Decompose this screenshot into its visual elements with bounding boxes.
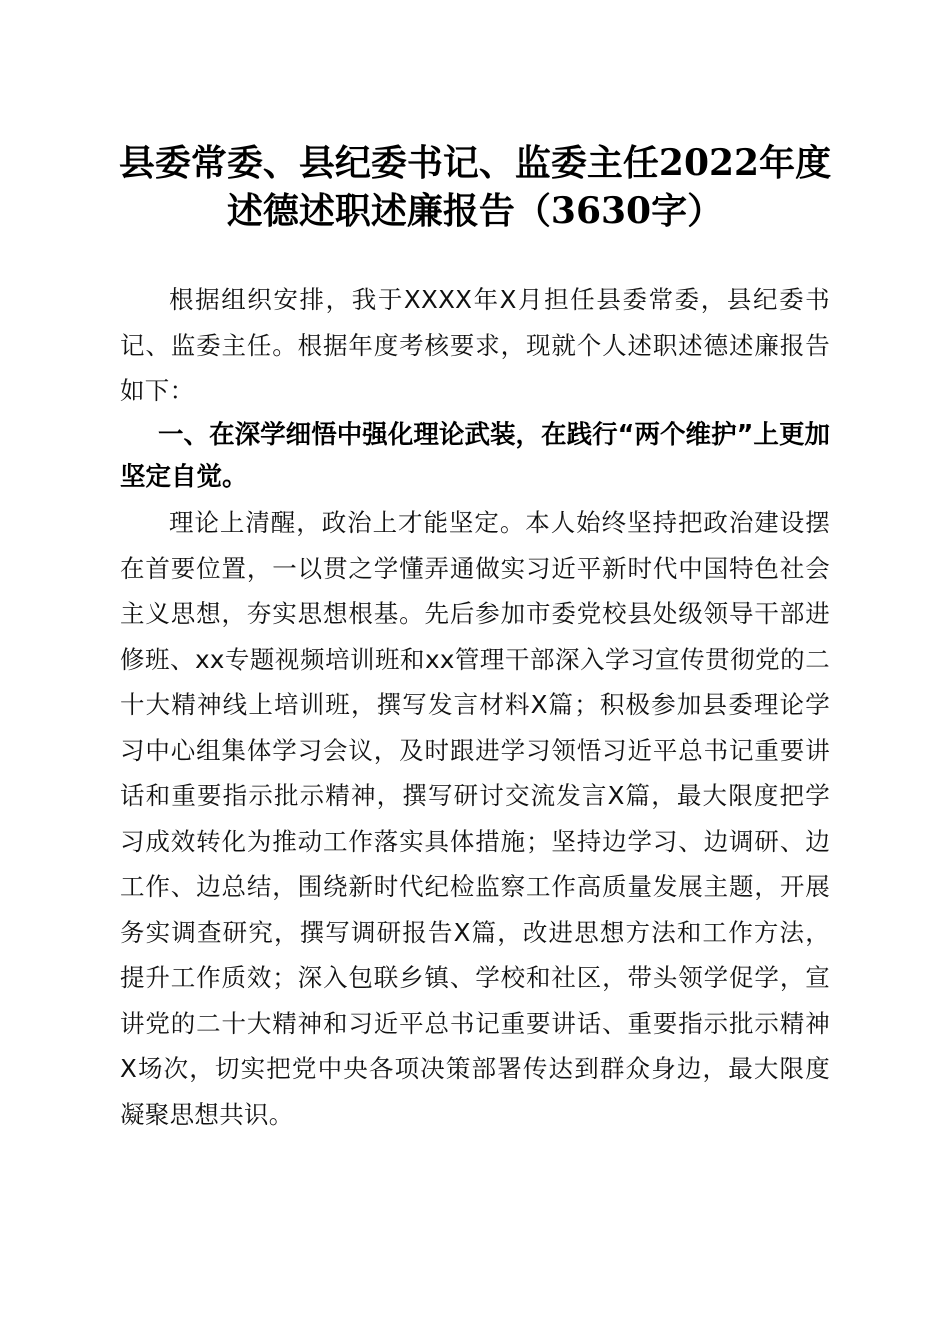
document-title-line-2: 述德述职述廉报告（3630字） (226, 190, 724, 232)
intro-paragraph: 根据组织安排，我于XXXX年X月担任县委常委，县纪委书记、监委主任。根据年度考核要求，现就个人述职述德述廉报告如下： (120, 285, 830, 405)
section-heading-1: 一、在深学细悟中强化理论武装，在践行“两个维护”上更加坚定自觉。 (120, 420, 830, 492)
document-title-line-1: 县委常委、县纪委书记、监委主任2022年度 (118, 142, 832, 184)
section-1-body-paragraph: 理论上清醒，政治上才能坚定。本人始终坚持把政治建设摆在首要位置，一以贯之学懂弄通做实习近平新时代中国特色社会主义思想，夯实思想根基。先后参加市委党校县处级领导干部进修班、xx专题视频培训班和xx管理干部深入学习宣传贯彻党的二十大精神线上培训班，撰写发言材料X篇；积极参加县委理论学习中心组集体学习会议，及时跟进学习领悟习近平总书记重要讲话和重要指示批示精神，撰写研讨交流发言X篇，最大限度把学习成效转化为推动工作落实具体措施；坚持边学习、边调研、边工作、边总结，围绕新时代纪检监察工作高质量发展主题，开展务实调查研究，撰写调研报告X篇，改进思想方法和工作方法，提升工作质效；深入包联乡镇、学校和社区，带头领学促学，宣讲党的二十大精神和习近平总书记重要讲话、重要指示批示精神X场次，切实把党中央各项决策部署传达到群众身边，最大限度凝聚思想共识。 (120, 508, 830, 1129)
